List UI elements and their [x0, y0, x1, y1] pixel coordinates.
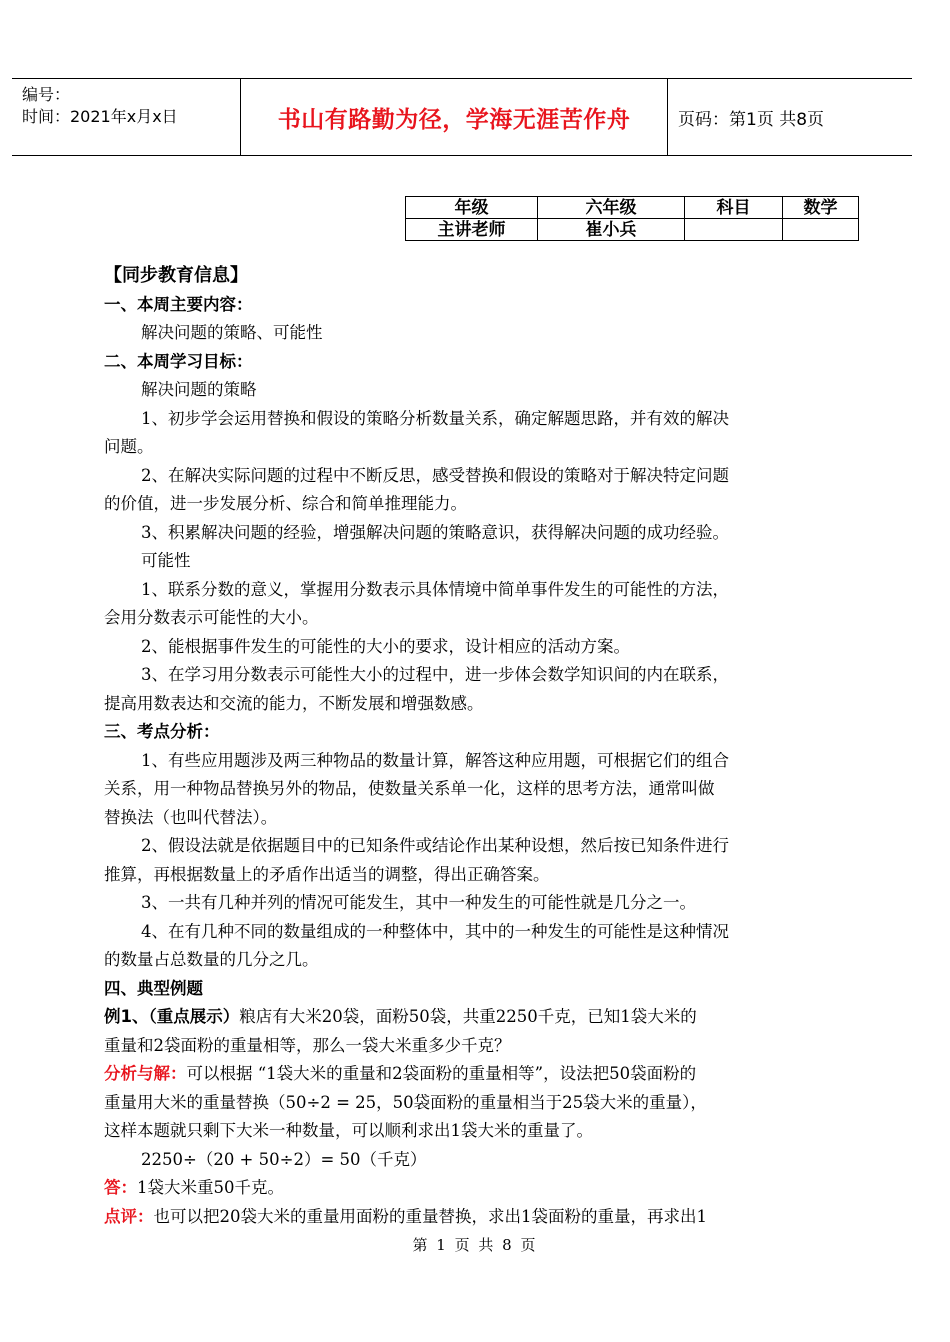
point-2-line-1: 2、假设法就是依据题目中的已知条件或结论作出某种设想，然后按已知条件进行 — [141, 836, 729, 855]
page-header — [12, 78, 912, 156]
empty-cell-2 — [783, 219, 859, 241]
document-body — [104, 262, 826, 1231]
goal-1-line-2: 问题。 — [104, 437, 154, 456]
point-4-line-2: 的数量占总数量的几分之几。 — [104, 950, 319, 969]
section-1-text: 解决问题的策略、可能性 — [141, 323, 323, 342]
analysis-line-3: 这样本题就只剩下大米一种数量，可以顺利求出1袋大米的重量了。 — [104, 1121, 593, 1140]
goal-2-line-1: 2、在解决实际问题的过程中不断反思，感受替换和假设的策略对于解决特定问题 — [141, 465, 729, 485]
point-2-line-2: 推算，再根据数量上的矛盾作出适当的调整，得出正确答案。 — [104, 864, 550, 884]
date-label: 时间：2021年x月x日 — [22, 107, 178, 126]
answer-line — [104, 1174, 826, 1203]
formula: 2250÷（20 + 50÷2）= 50（千克） — [141, 1149, 427, 1169]
subject-value: 数学 — [783, 197, 859, 219]
section-3-title: 三、考点分析： — [104, 722, 220, 741]
page-footer: 第 1 页 共 8 页 — [412, 1236, 538, 1254]
grade-value: 六年级 — [538, 197, 685, 219]
answer-text: 1袋大米重50千克。 — [137, 1178, 284, 1197]
prob-goal-2: 2、能根据事件发生的可能性的大小的要求，设计相应的活动方案。 — [141, 636, 630, 656]
goal-2-line-2: 的价值，进一步发展分析、综合和简单推理能力。 — [104, 494, 467, 513]
info-row-2 — [406, 219, 859, 241]
point-1-line-2: 关系，用一种物品替换另外的物品，使数量关系单一化，这样的思考方法，通常叫做 — [104, 779, 715, 798]
info-row-1 — [406, 197, 859, 219]
section-2-subtitle-probability: 可能性 — [141, 551, 191, 570]
example-1-text: 粮店有大米20袋，面粉50袋，共重2250千克，已知1袋大米的 — [239, 1007, 697, 1026]
analysis-label: 分析与解： — [104, 1064, 187, 1083]
prob-goal-1-line-1: 1、联系分数的意义，掌握用分数表示具体情境中简单事件发生的可能性的方法， — [141, 579, 729, 599]
point-1-line-1: 1、有些应用题涉及两三种物品的数量计算，解答这种应用题，可根据它们的组合 — [141, 750, 729, 770]
point-3: 3、一共有几种并列的情况可能发生，其中一种发生的可能性就是几分之一。 — [141, 893, 696, 912]
comment-text: 也可以把20袋大米的重量用面粉的重量替换，求出1袋面粉的重量，再求出1 — [153, 1206, 707, 1226]
header-motto-cell — [241, 79, 668, 155]
section-1-title: 一、本周主要内容： — [104, 294, 253, 314]
section-2-title: 二、本周学习目标： — [104, 351, 253, 371]
analysis-text: 可以根据 “1袋大米的重量和2袋面粉的重量相等”，设法把50袋面粉的 — [186, 1064, 697, 1083]
section-2-subtitle-strategy: 解决问题的策略 — [141, 380, 257, 399]
header-meta — [12, 79, 241, 155]
goal-3: 3、积累解决问题的经验，增强解决问题的策略意识，获得解决问题的成功经验。 — [141, 522, 729, 542]
point-4-line-1: 4、在有几种不同的数量组成的一种整体中，其中的一种发生的可能性是这种情况 — [141, 921, 729, 941]
comment-label: 点评： — [104, 1206, 154, 1226]
prob-goal-1-line-2: 会用分数表示可能性的大小。 — [104, 608, 319, 627]
header-motto: 书山有路勤为径，学海无涯苦作舟 — [277, 106, 631, 133]
section-4-title: 四、典型例题 — [104, 978, 203, 998]
comment-line — [104, 1203, 826, 1232]
teacher-value: 崔小兵 — [538, 219, 685, 241]
goal-1-line-1: 1、初步学会运用替换和假设的策略分析数量关系，确定解题思路，并有效的解决 — [141, 408, 729, 428]
prob-goal-3-line-1: 3、在学习用分数表示可能性大小的过程中，进一步体会数学知识间的内在联系， — [141, 665, 729, 684]
subject-label: 科目 — [685, 197, 783, 219]
analysis-line-2: 重量用大米的重量替换（50÷2 = 25，50袋面粉的重量相当于25袋大米的重量）， — [104, 1092, 707, 1112]
analysis-line-1 — [104, 1060, 826, 1089]
example-1-line-2: 重量和2袋面粉的重量相等，那么一袋大米重多少千克？ — [104, 1035, 511, 1055]
header-page-cell — [668, 79, 912, 155]
header-page-number: 页码：第1页 共8页 — [678, 109, 825, 130]
point-1-line-3: 替换法（也叫代替法）。 — [104, 807, 278, 827]
example-1-line-1 — [104, 1003, 826, 1032]
prob-goal-3-line-2: 提高用数表达和交流的能力，不断发展和增强数感。 — [104, 693, 484, 713]
course-info-table — [405, 196, 859, 241]
section-title: 【同步教育信息】 — [104, 265, 248, 286]
answer-label: 答： — [104, 1178, 137, 1197]
example-1-label: 例1、（重点展示） — [104, 1007, 240, 1026]
grade-label: 年级 — [406, 197, 538, 219]
serial-label: 编号： — [22, 85, 71, 104]
teacher-label: 主讲老师 — [406, 219, 538, 241]
empty-cell-1 — [685, 219, 783, 241]
